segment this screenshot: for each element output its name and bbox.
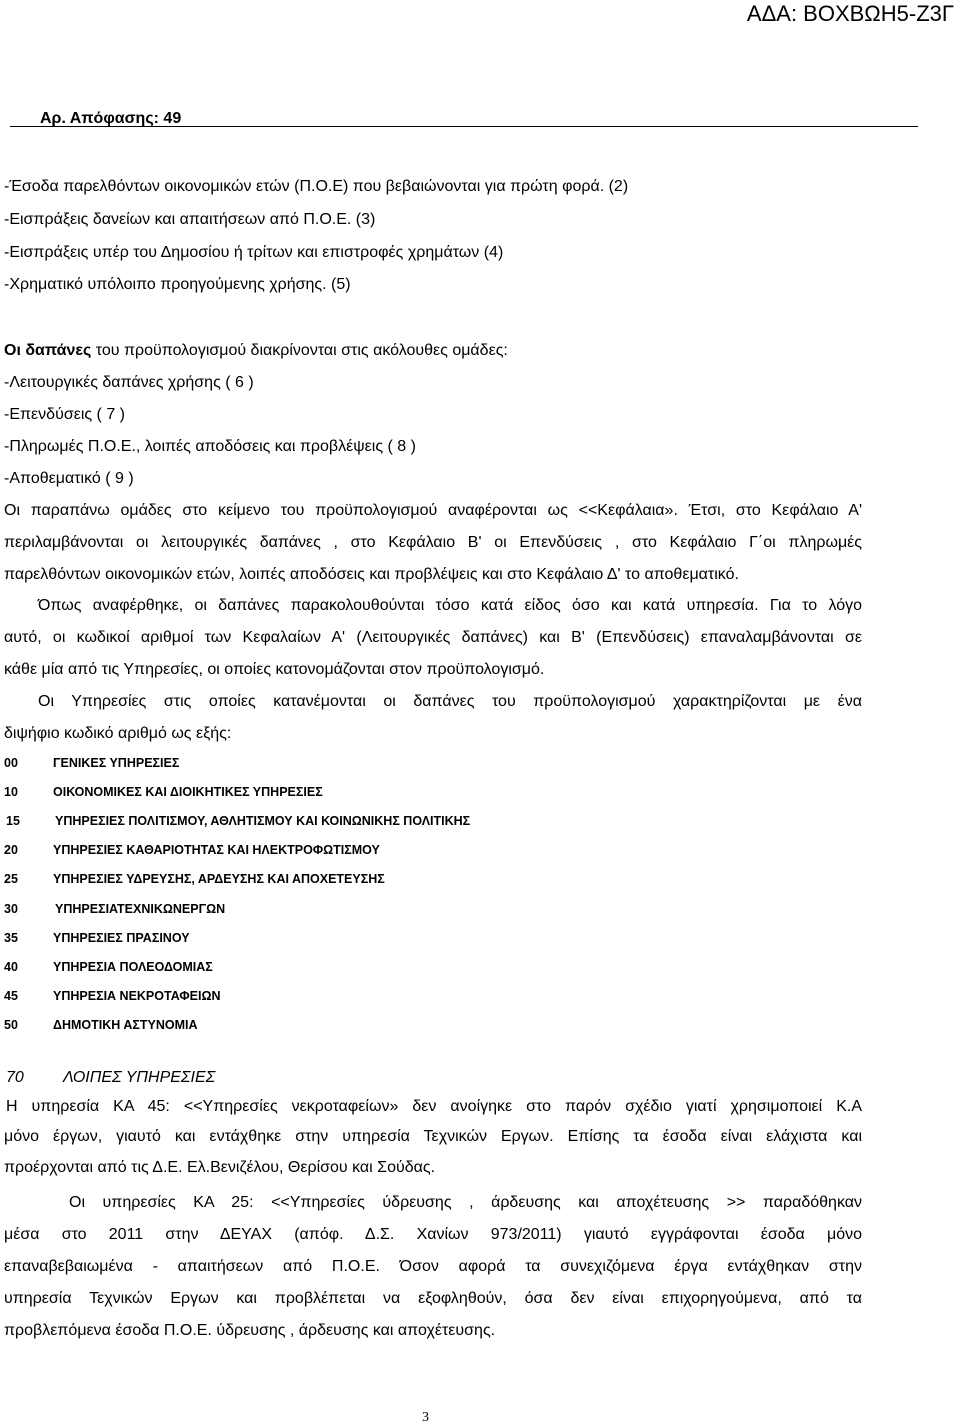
service-code: 30 [4,902,18,916]
service-name: ΥΠΗΡΕΣΙΑΤΕΧΝΙΚΩΝΕΡΓΩΝ [55,902,226,916]
expenses-intro-bold: Οι δαπάνες [4,342,92,359]
other-services-code: 70 [6,1069,24,1086]
service-name: ΓΕΝΙΚΕΣ ΥΠΗΡΕΣΙΕΣ [53,756,180,770]
expense-group: -Πληρωμές Π.Ο.Ε., λοιπές αποδόσεις και προβλέψεις ( 8 ) [4,438,416,455]
other-services-name: ΛΟΙΠΕΣ ΥΠΗΡΕΣΙΕΣ [63,1069,216,1086]
service-code: 15 [6,814,20,828]
service-code: 00 [4,756,18,770]
service-name: ΟΙΚΟΝΟΜΙΚΕΣ ΚΑΙ ΔΙΟΙΚΗΤΙΚΕΣ ΥΠΗΡΕΣΙΕΣ [53,785,323,799]
services-paragraph-line: Οι Υπηρεσίες στις οποίες κατανέμονται οι δαπάνες του προϋπολογισμού χαρακτηρίζονται με ένα [38,693,862,710]
expenses-intro [4,342,508,360]
expenses-intro-rest: του προϋπολογισμού διακρίνονται στις ακόλουθες ομάδες: [91,342,508,359]
income-line: -Εισπράξεις υπέρ του Δημοσίου ή τρίτων και επιστροφές χρημάτων (4) [4,244,504,261]
expense-group: -Επενδύσεις ( 7 ) [4,406,125,423]
expense-group: -Λειτουργικές δαπάνες χρήσης ( 6 ) [4,374,254,391]
services-paragraph-line: διψήφιο κωδικό αριθμό ως εξής: [4,725,232,742]
service-code: 35 [4,931,18,945]
expense-group: -Αποθεματικό ( 9 ) [4,470,134,487]
ka25-paragraph-line: επαναβεβαιωμένα - απαιτήσεων από Π.Ο.Ε. Όσον αφορά τα συνεχιζόμενα έργα εντάχθηκαν στην [4,1258,862,1275]
service-name: ΥΠΗΡΕΣΙΕΣ ΠΟΛΙΤΙΣΜΟΥ, ΑΘΛΗΤΙΣΜΟΥ ΚΑΙ ΚΟΙΝΩΝΙΚΗΣ ΠΟΛΙΤΙΚΗΣ [55,814,471,828]
ka25-paragraph-line: Οι υπηρεσίες ΚΑ 25: <<Υπηρεσίες ύδρευσης , άρδευσης και αποχέτευσης >> παραδόθηκαν [69,1194,862,1211]
service-code: 40 [4,960,18,974]
service-code: 45 [4,989,18,1003]
ka45-paragraph-line: μόνο έργων, γιαυτό και εντάχθηκε στην υπηρεσία Τεχνικών Εργων. Επίσης τα έσοδα είναι ελάχιστα και [4,1128,862,1145]
service-code: 25 [4,872,18,886]
monitoring-paragraph-line: κάθε μία από τις Υπηρεσίες, οι οποίες κατονομάζονται στον προϋπολογισμό. [4,661,545,678]
monitoring-paragraph-line: Όπως αναφέρθηκε, οι δαπάνες παρακολουθούνται τόσο κατά είδος όσο και κατά υπηρεσία. Για το λόγο [38,597,862,614]
income-line: -Χρηματικό υπόλοιπο προηγούμενης χρήσης. (5) [4,276,351,293]
service-name: ΥΠΗΡΕΣΙΑ ΝΕΚΡΟΤΑΦΕΙΩΝ [53,989,221,1003]
ka45-paragraph-line: προέρχονται από τις Δ.Ε. Ελ.Βενιζέλου, Θερίσου και Σούδας. [4,1159,436,1176]
income-line: -Έσοδα παρελθόντων οικονομικών ετών (Π.Ο.Ε) που βεβαιώνονται για πρώτη φορά. (2) [4,178,629,195]
service-name: ΥΠΗΡΕΣΙΑ ΠΟΛΕΟΔΟΜΙΑΣ [53,960,213,974]
monitoring-paragraph-line: αυτό, οι κωδικοί αριθμοί των Κεφαλαίων Α' (Λειτουργικές δαπάνες) και Β' (Επενδύσεις) επαναλαμβάνονται σε [4,629,862,646]
chapters-paragraph-line: Οι παραπάνω ομάδες στο κείμενο του προϋπολογισμού αναφέρονται ως <<Κεφάλαια». Έτσι, στο Κεφάλαιο Α' [4,502,862,519]
income-line: -Εισπράξεις δανείων και απαιτήσεων από Π.Ο.Ε. (3) [4,211,376,228]
service-code: 20 [4,843,18,857]
ka45-paragraph-line: Η υπηρεσία ΚΑ 45: <<Υπηρεσίες νεκροταφείων» δεν ανοίγηκε στο παρόν σχέδιο γιατί χρησιμοποιεί Κ.Α [6,1098,862,1115]
chapters-paragraph-line: παρελθόντων οικονομικών ετών, λοιπές αποδόσεις και προβλέψεις και στο Κεφάλαιο Δ' το αποθεματικό. [4,566,739,583]
ka25-paragraph-line: προβλεπόμενα έσοδα Π.Ο.Ε. ύδρευσης , άρδευσης και αποχέτευσης. [4,1322,496,1339]
ada-code: ΑΔΑ: ΒΟΧΒΩΗ5-Ζ3Γ [746,1,954,26]
header-rule [10,126,918,127]
chapters-paragraph-line: περιλαμβάνονται οι λειτουργικές δαπάνες , στο Κεφάλαιο Β' οι Επενδύσεις , στο Κεφάλαιο Γ΄οι πληρωμές [4,534,862,551]
service-code: 10 [4,785,18,799]
service-code: 50 [4,1018,18,1032]
service-name: ΥΠΗΡΕΣΙΕΣ ΚΑΘΑΡΙΟΤΗΤΑΣ ΚΑΙ ΗΛΕΚΤΡΟΦΩΤΙΣΜΟΥ [53,843,380,857]
page-number: 3 [422,1410,429,1425]
service-name: ΥΠΗΡΕΣΙΕΣ ΠΡΑΣΙΝΟΥ [53,931,190,945]
ka25-paragraph-line: μέσα στο 2011 στην ΔΕΥΑΧ (απόφ. Δ.Σ. Χανίων 973/2011) γιαυτό εγγράφονται έσοδα μόνο [4,1226,862,1243]
service-name: ΥΠΗΡΕΣΙΕΣ ΥΔΡΕΥΣΗΣ, ΑΡΔΕΥΣΗΣ ΚΑΙ ΑΠΟΧΕΤΕΥΣΗΣ [53,872,385,886]
service-name: ΔΗΜΟΤΙΚΗ ΑΣΤΥΝΟΜΙΑ [53,1018,198,1032]
ka25-paragraph-line: υπηρεσία Τεχνικών Εργων και προβλέπεται να εξοφληθούν, όσα δεν είναι επιχορηγούμενα, από τα [4,1290,862,1307]
decision-number: Αρ. Απόφασης: 49 [40,110,182,127]
